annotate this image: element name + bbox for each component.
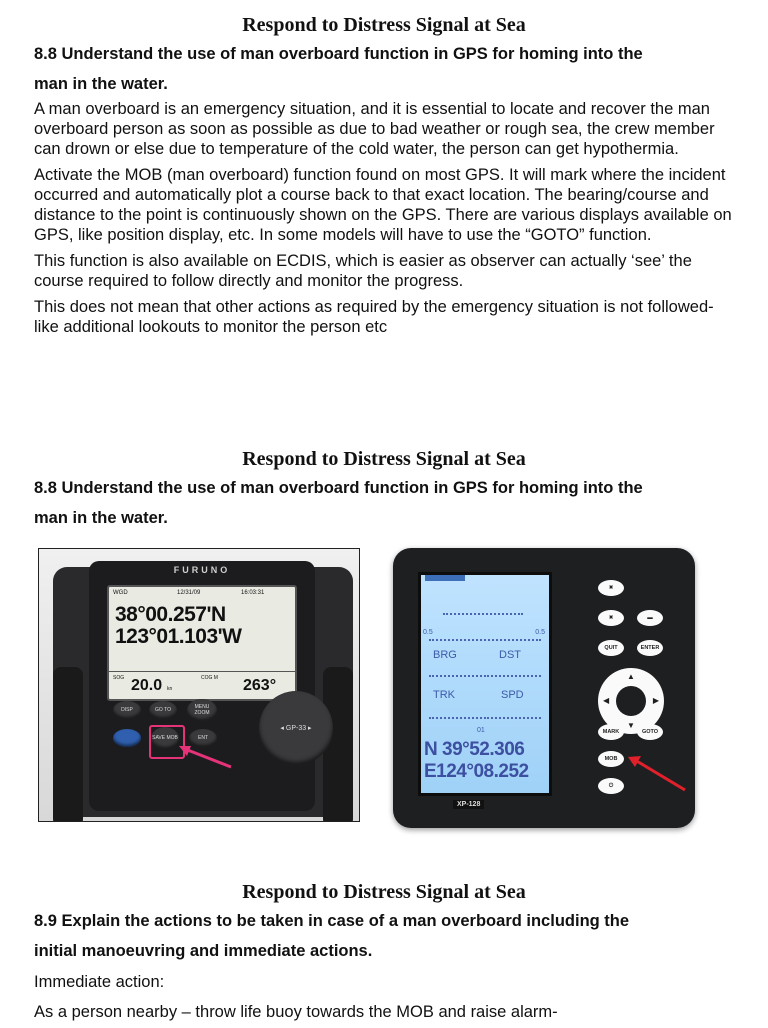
screen-divider xyxy=(491,717,541,719)
zoom-out-button[interactable]: ✖ xyxy=(598,610,624,626)
scale-right: 0.5 xyxy=(535,629,545,636)
gps-device-photo-2 xyxy=(393,548,695,828)
mounting-bracket xyxy=(53,667,83,822)
section-1 xyxy=(0,14,768,343)
page-title: Respond to Distress Signal at Sea xyxy=(242,14,526,36)
screen-date: 12/31/09 xyxy=(177,590,201,596)
model-label: ◂ GP-33 ▸ xyxy=(280,725,312,732)
paragraph: A man overboard is an emergency situation, and it is essential to locate and recover the man overboard person as soon as possible as due to bad weather or rough sea, the crew member can drown or else due to temperature of the cold water, the person can get hypothermia. xyxy=(34,100,715,158)
navigation-pad[interactable] xyxy=(259,691,333,765)
cog-label: COG M xyxy=(201,675,218,681)
paragraph: This function is also available on ECDIS, which is easier as observer can actually ‘see’ the course required to follow directly and monitor the progress. xyxy=(34,252,692,290)
section-heading xyxy=(34,473,734,533)
sog-value: 20.0 xyxy=(131,677,163,694)
save-mob-button[interactable]: SAVE MOB xyxy=(151,727,179,749)
page-button[interactable]: ▬ xyxy=(637,610,663,626)
mark-button[interactable]: MARK xyxy=(598,724,624,740)
section-2 xyxy=(0,448,768,533)
goto-button[interactable]: GOTO xyxy=(637,724,663,740)
screen-divider xyxy=(491,675,541,677)
brand-logo: FURUNO xyxy=(173,565,231,575)
section-3 xyxy=(0,881,768,1028)
gps-screen xyxy=(107,585,297,701)
goto-button[interactable]: GO TO xyxy=(149,701,177,719)
latitude-readout: N 39°52.306 xyxy=(424,739,525,760)
model-label: XP-128 xyxy=(453,800,484,809)
arrow-up-icon: ▲ xyxy=(627,672,635,681)
pad-center xyxy=(616,686,646,716)
screen-time: 16:03:31 xyxy=(241,590,265,596)
disp-button[interactable]: DISP xyxy=(113,701,141,719)
gps-screen xyxy=(418,572,552,796)
trk-label: TRK xyxy=(433,689,455,701)
enter-button[interactable]: ENTER xyxy=(637,640,663,656)
arrow-left-icon: ◀ xyxy=(603,696,610,705)
screen-divider xyxy=(429,717,489,719)
sog-label: SOG xyxy=(113,675,125,681)
speed-course-row xyxy=(109,671,295,698)
section-heading xyxy=(34,906,734,966)
arrow-right-icon: ▶ xyxy=(652,696,659,705)
screen-divider xyxy=(443,613,523,615)
power-button[interactable]: ⏻ xyxy=(598,778,624,794)
paragraph: As a person nearby – throw life buoy towards the MOB and raise alarm- xyxy=(34,1003,558,1021)
screen-divider xyxy=(429,675,489,677)
paragraph: This does not mean that other actions as required by the emergency situation is not followed- like additional lookouts to monitor the person etc xyxy=(34,298,714,336)
screen-divider xyxy=(429,639,541,641)
power-button[interactable] xyxy=(113,729,141,747)
section-heading-line: man in the water. xyxy=(34,75,168,93)
brg-label: BRG xyxy=(433,649,457,661)
spd-label: SPD xyxy=(501,689,524,701)
section-heading xyxy=(34,39,734,99)
menu-zoom-button[interactable]: MENU ZOOM xyxy=(187,699,217,721)
section-heading-line: 8.8 Understand the use of man overboard function in GPS for homing into the xyxy=(34,479,643,497)
scale-left: 0.5 xyxy=(423,629,433,636)
gps-device-photo-1 xyxy=(38,548,360,822)
section-heading-line: 8.9 Explain the actions to be taken in case of a man overboard including the xyxy=(34,912,630,930)
cog-value: 263° xyxy=(243,677,277,694)
dst-label: DST xyxy=(499,649,521,661)
longitude-readout: E124°08.252 xyxy=(424,761,529,782)
waypoint-number: 01 xyxy=(477,727,485,734)
pointer-arrow-icon xyxy=(175,743,235,773)
latitude-readout: 38°00.257'N xyxy=(115,603,226,626)
quit-button[interactable]: QUIT xyxy=(598,640,624,656)
page-title: Respond to Distress Signal at Sea xyxy=(242,881,526,903)
section-heading-line: 8.8 Understand the use of man overboard function in GPS for homing into the xyxy=(34,45,643,63)
section-heading-line: man in the water. xyxy=(34,509,168,527)
mob-button[interactable]: MOB xyxy=(598,751,624,767)
subheading: Immediate action: xyxy=(34,973,165,991)
ent-button[interactable]: ENT xyxy=(189,729,217,747)
longitude-readout: 123°01.103'W xyxy=(115,625,242,648)
screen-tab xyxy=(425,575,465,581)
screen-mode: WGD xyxy=(113,590,128,596)
zoom-in-button[interactable]: ✖ xyxy=(598,580,624,596)
pointer-arrow-icon xyxy=(625,754,689,794)
sog-unit: kn xyxy=(167,686,173,692)
section-heading-line: initial manoeuvring and immediate actions. xyxy=(34,942,373,960)
page-title: Respond to Distress Signal at Sea xyxy=(242,448,526,470)
arrow-down-icon: ▼ xyxy=(627,721,635,730)
paragraph: Activate the MOB (man overboard) function found on most GPS. It will mark where the incident occurred and automatically plot a course back to that exact location. The bearing/course and distance to the point is continuously shown on the GPS. There are various displays available on GPS, like position display, etc. In some models will have to use the “GOTO” function. xyxy=(34,166,732,244)
